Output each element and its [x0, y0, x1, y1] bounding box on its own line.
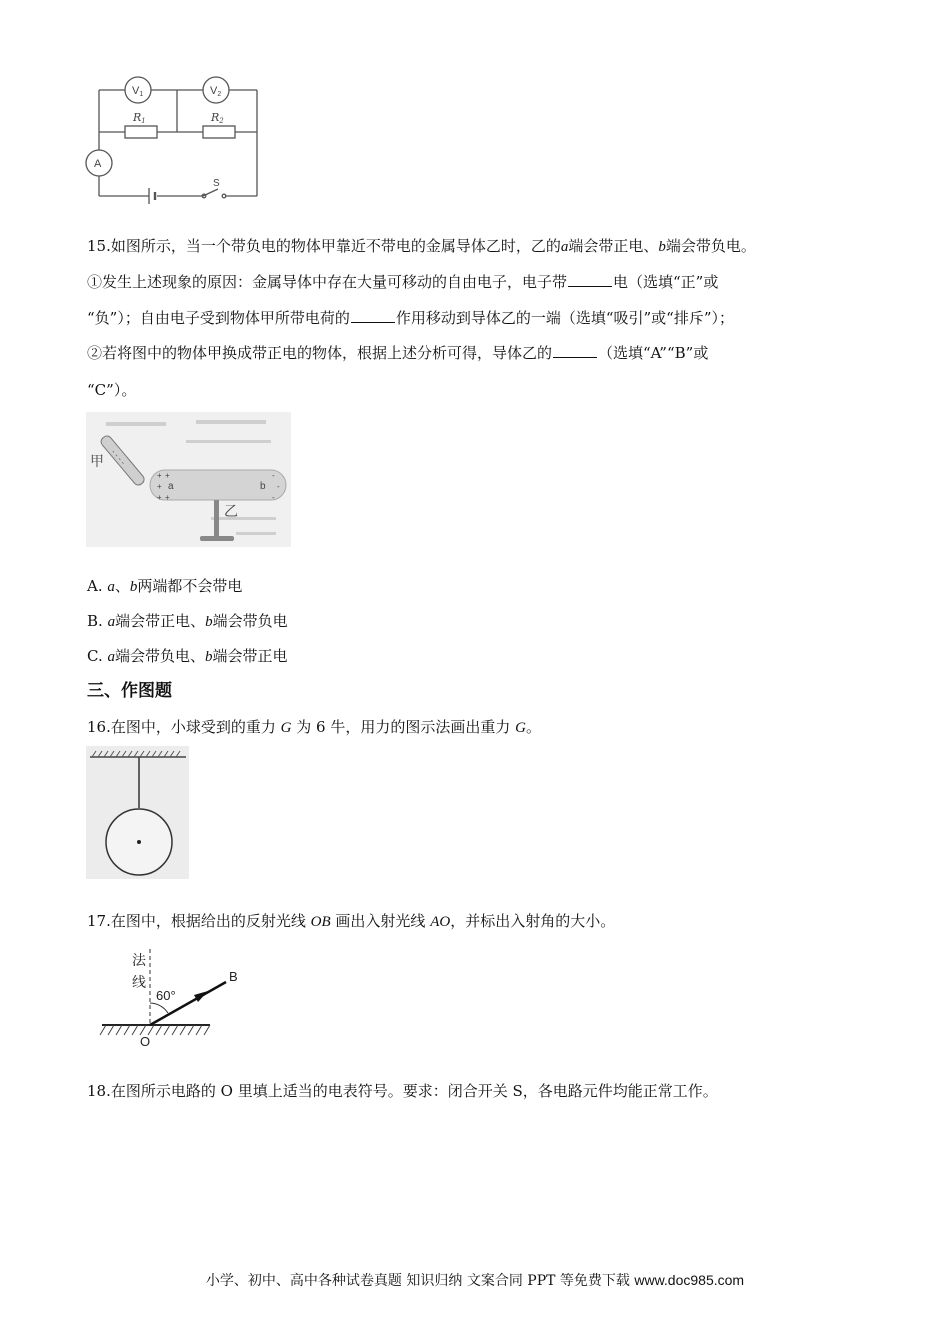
answer-blank-1[interactable] — [568, 272, 612, 287]
v2-subscript: 2 — [217, 91, 222, 98]
q15-line-2-pre: ①发生上述现象的原因：金属导体中存在大量可移动的自由电子，电子带 — [87, 273, 568, 291]
svg-text:+: + — [157, 471, 162, 480]
q15-conductor-figure — [86, 412, 291, 547]
option-a-letter: A. — [87, 577, 103, 595]
q16-var-g1: G — [280, 720, 292, 736]
q15-var-a: a — [560, 239, 569, 255]
q17-var-ob: OB — [310, 914, 331, 930]
end-a-label: a — [168, 481, 174, 492]
option-c-letter: C. — [87, 647, 103, 665]
svg-text:- - - -: - - - - — [109, 447, 128, 467]
q17-pre: 17.在图中，根据给出的反射光线 — [87, 912, 306, 930]
section-heading: 三、作图题 — [87, 681, 172, 701]
q15-line-4-pre: ②若将图中的物体甲换成带正电的物体，根据上述分析可得，导体乙的 — [87, 344, 553, 362]
option-b[interactable] — [87, 611, 288, 632]
q17-end: ，并标出入射角的大小。 — [450, 912, 616, 930]
q16-mid: 为 6 牛，用力的图示法画出重力 — [296, 718, 511, 736]
v1-label: V — [132, 85, 140, 97]
footer-text: 小学、初中、高中各种试卷真题 知识归纳 文案合同 PPT 等免费下载 — [205, 1273, 630, 1289]
option-c[interactable] — [87, 646, 288, 667]
option-b-letter: B. — [87, 612, 103, 630]
option-c-mid: 端会带负电、 — [115, 647, 206, 665]
option-c-var-a: a — [107, 649, 115, 665]
option-c-text: 端会带正电 — [212, 647, 288, 665]
option-a-var-b: b — [129, 579, 138, 595]
svg-text:R1 — [132, 111, 146, 125]
q15-line-5: “C”）。 — [87, 381, 137, 399]
q15-line-1-mid: 端会带正电、 — [568, 237, 659, 255]
normal-char-1: 法 — [132, 952, 146, 968]
svg-text:V1 — [132, 85, 143, 98]
jia-label: 甲 — [90, 454, 104, 470]
circuit-diagram — [85, 75, 270, 205]
normal-char-2: 线 — [132, 974, 146, 990]
q15-line-2-post: 电（选填“正”或 — [613, 273, 719, 291]
svg-text:+: + — [157, 482, 162, 491]
q15-line-1 — [87, 236, 756, 257]
svg-text:+: + — [165, 493, 170, 502]
end-b-label: b — [260, 481, 266, 492]
option-b-text: 端会带负电 — [212, 612, 288, 630]
q16-text — [87, 717, 541, 738]
footer-link[interactable]: www.doc985.com — [634, 1272, 745, 1288]
answer-blank-2[interactable] — [351, 308, 395, 323]
q17-reflection-figure — [98, 945, 243, 1050]
svg-text:R2 — [210, 111, 224, 125]
svg-text:+: + — [157, 493, 162, 502]
point-o-label: O — [140, 1034, 151, 1049]
option-b-var-a: a — [107, 614, 116, 630]
q15-line-3 — [87, 308, 734, 328]
q15-line-3-post: 作用移动到导体乙的一端（选填“吸引”或“排斥”）； — [395, 309, 735, 327]
q15-line-2 — [87, 272, 718, 292]
v1-subscript: 1 — [139, 91, 144, 98]
q15-var-b: b — [658, 239, 666, 255]
svg-text:V2 — [210, 85, 221, 98]
svg-text:+: + — [165, 471, 170, 480]
option-b-mid: 端会带正电、 — [115, 612, 206, 630]
q16-var-g2: G — [515, 720, 526, 736]
answer-blank-3[interactable] — [553, 343, 597, 358]
q16-pre: 16.在图中，小球受到的重力 — [87, 718, 276, 736]
r2-subscript: 2 — [219, 117, 224, 125]
option-c-var-b: b — [205, 649, 213, 665]
angle-label: 60° — [156, 988, 176, 1003]
q15-line-1-text: 15.如图所示，当一个带负电的物体甲靠近不带电的金属导体乙时，乙的 — [87, 237, 561, 255]
r2-label: R — [211, 111, 220, 124]
switch-label: S — [213, 178, 220, 189]
q17-var-ao: AO — [430, 914, 451, 930]
q17-text — [87, 911, 615, 932]
q16-pendulum-figure — [86, 746, 189, 879]
point-b-label: B — [229, 969, 238, 984]
q15-line-1-end: 端会带负电。 — [665, 237, 756, 255]
v2-label: V — [210, 85, 218, 97]
svg-text:-: - — [272, 471, 275, 480]
option-b-var-b: b — [205, 614, 213, 630]
option-a[interactable] — [87, 576, 242, 597]
yi-label: 乙 — [224, 504, 238, 520]
q15-line-4-post: （选填“A”“B”或 — [598, 344, 709, 362]
ammeter-label: A — [94, 158, 102, 170]
q15-line-4 — [87, 343, 708, 363]
option-a-sep: 、 — [114, 577, 130, 595]
q18-text: 18.在图所示电路的 O 里填上适当的电表符号。要求：闭合开关 S，各电路元件均能正常工作。 — [87, 1082, 718, 1100]
option-a-text: 两端都不会带电 — [137, 577, 243, 595]
page-footer — [0, 1270, 950, 1290]
q17-mid: 画出入射光线 — [335, 912, 426, 930]
option-a-var-a: a — [107, 579, 115, 595]
r1-label: R — [133, 111, 142, 124]
q16-end: 。 — [525, 718, 541, 736]
q15-line-3-pre: “负”）；自由电子受到物体甲所带电荷的 — [87, 309, 350, 327]
r1-subscript: 1 — [141, 117, 146, 125]
svg-text:-: - — [277, 482, 280, 491]
svg-text:-: - — [272, 493, 275, 502]
